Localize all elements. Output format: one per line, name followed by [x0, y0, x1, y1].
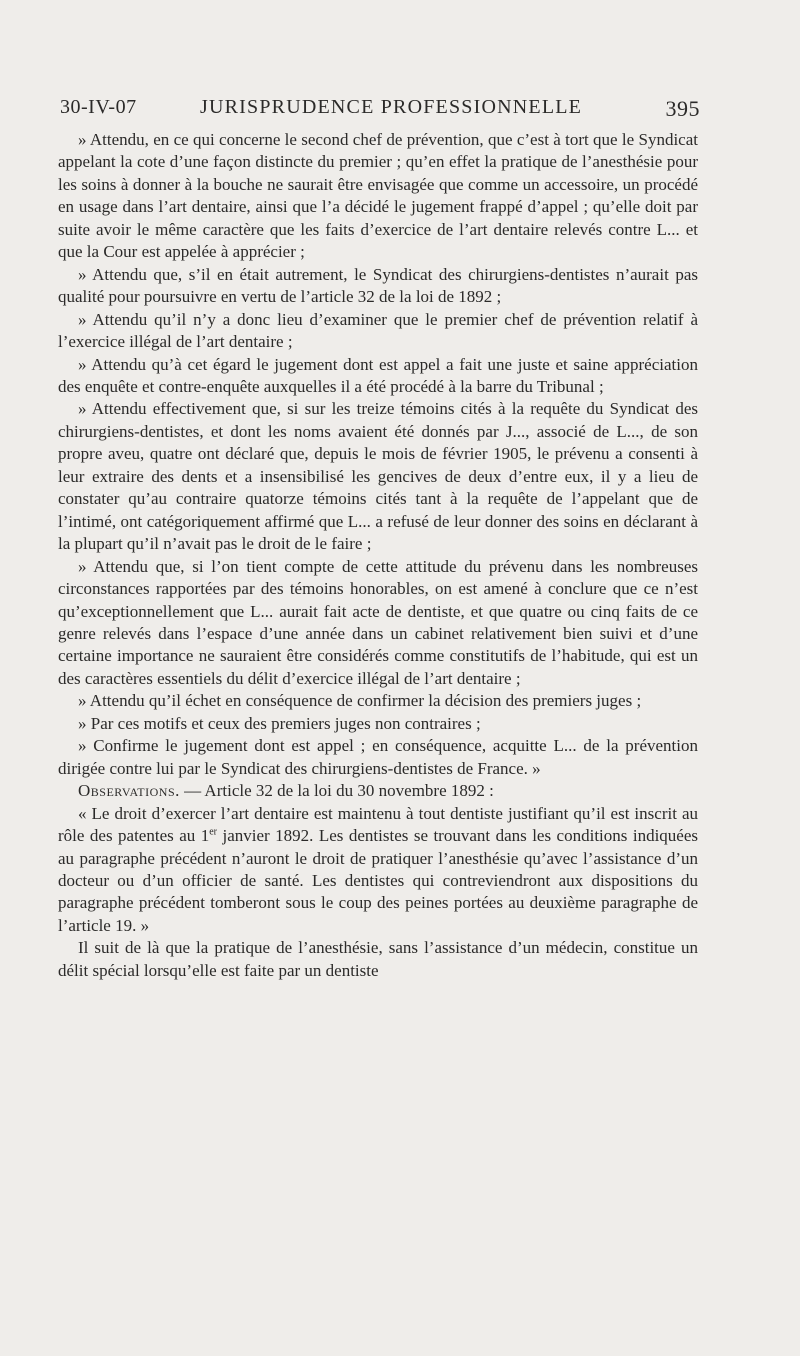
page-number: 395 — [665, 96, 700, 121]
paragraph: » Par ces motifs et ceux des premiers juges non contraires ; — [78, 713, 481, 733]
header-date: 30-IV-07 — [60, 96, 137, 118]
running-title: JURISPRUDENCE PROFESSIONNELLE — [200, 96, 583, 118]
paragraph: » Attendu qu’à cet égard le jugement dont est appel a fait une juste et saine appréciation des enquête et contre-enquête auxquelles il a été procédé à la barre du Tribunal ; — [58, 354, 698, 396]
paragraph: » Attendu, en ce qui concerne le second chef de prévention, que c’est à tort que le Syndicat appelant la cote d’une façon distincte du premier ; qu’en effet la pratique de l’anesthésie pour les soins à donner à la bouche ne saurait être envisagée que comme un accessoire, un procédé en usage dans l’art dentaire, ainsi que l’a décidé le jugement frappé d’appel ; qu’elle doit par suite avoir le même caractère que les faits d’exercice de l’art dentaire relevés contre L... et que la Cour est appelée à apprécier ; — [58, 130, 698, 262]
law-quote-start: « Le droit d’exercer l’art dentaire est maintenu à tout dentiste justifiant qu’il est inscrit au rôle des patentes au 1 — [58, 803, 698, 846]
final-paragraph: Il suit de là que la pratique de l’anesthésie, sans l’assistance d’un médecin, constitue un délit spécial lorsqu’elle est faite par un dentiste — [58, 938, 698, 980]
observations-heading: Observations. — [78, 781, 180, 801]
observations-text: — Article 32 de la loi du 30 novembre 1892 : — [179, 781, 494, 801]
superscript-er: er — [209, 826, 217, 838]
paragraph: » Confirme le jugement dont est appel ; en conséquence, acquitte L... de la prévention dirigée contre lui par le Syndicat des chirurgiens-dentistes de France. » — [58, 736, 698, 778]
observations-paragraph — [58, 780, 698, 802]
law-quote-end: janvier 1892. Les dentistes se trouvant dans les conditions indiquées au paragraphe précédent n’auront le droit de pratiquer l’anesthésie qu’avec l’assistance d’un docteur ou d’un officier de santé. Les dentistes qui contreviendront aux dispositions du paragraphe précédent tomberont sous le coup des peines portées au deuxième paragraphe de l’article 19. » — [58, 826, 699, 935]
paragraph: » Attendu qu’il n’y a donc lieu d’examiner que le premier chef de prévention relatif à l’exercice illégal de l’art dentaire ; — [58, 309, 698, 352]
paragraph: » Attendu effectivement que, si sur les treize témoins cités à la requête du Syndicat des chirurgiens-dentistes, et dont les noms avaient été donnés par J..., associé de L..., de son propre aveu, quatre ont déclaré que, depuis le mois de février 1905, le prévenu a consenti à leur extraire des dents et a insensibilisé les gencives de deux d’entre eux, il y a lieu de constater qu’au contraire quatorze témoins cités tant à la requête de l’appelant que de l’intimé, ont catégoriquement affirmé que L... a refusé de leur donner des soins en déclarant à la plupart qu’il n’avait pas le droit de le faire ; — [58, 399, 698, 554]
law-quote — [58, 803, 698, 938]
paragraph: » Attendu que, s’il en était autrement, le Syndicat des chirurgiens-dentistes n’aurait pas qualité pour poursuivre en vertu de l’article 32 de la loi de 1892 ; — [58, 264, 698, 307]
paragraph: » Attendu qu’il échet en conséquence de confirmer la décision des premiers juges ; — [78, 691, 642, 711]
body-text — [58, 129, 698, 982]
paragraph: » Attendu que, si l’on tient compte de cette attitude du prévenu dans les nombreuses circonstances rapportées par des témoins honorables, on est amené à conclure que ce n’est qu’exceptionnellement que L... aurait fait acte de dentiste, et que quatre ou cinq faits de ce genre relevés dans l’espace d’une année dans un cabinet relativement bien suivi et d’une certaine importance ne sauraient être considérés comme constitutifs de l’habitude, qui est un des caractères essentiels du délit d’exercice illégal de l’art dentaire ; — [58, 556, 698, 688]
page-header — [60, 96, 700, 126]
